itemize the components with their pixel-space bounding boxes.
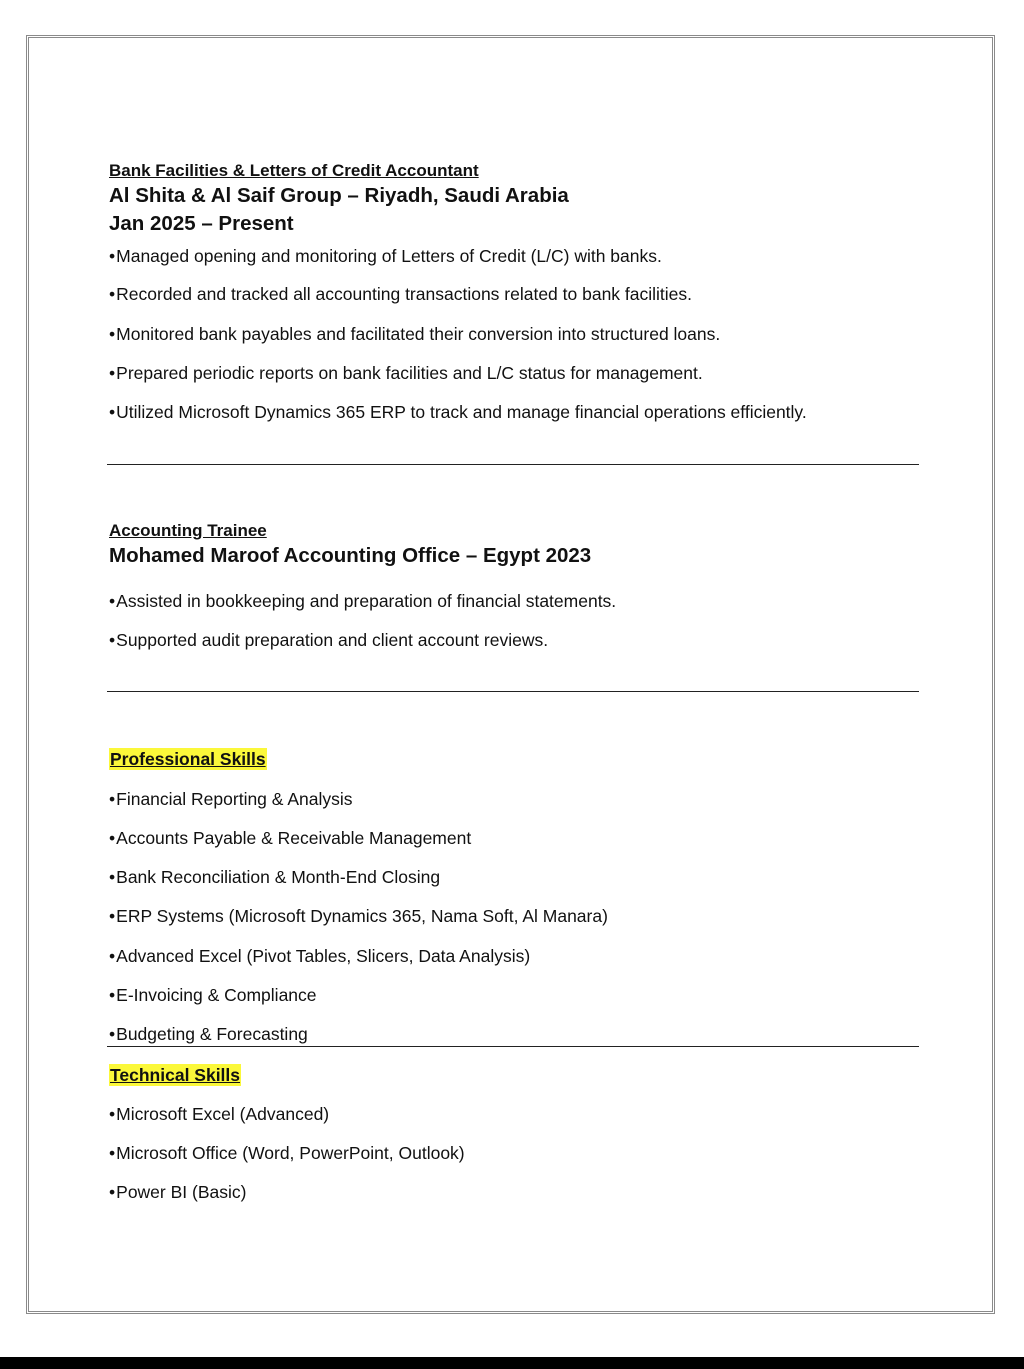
professional-skill-item: • ERP Systems (Microsoft Dynamics 365, Nama Soft, Al Manara) [109, 905, 608, 927]
company-name: Mohamed Maroof Accounting Office – Egypt 2023 [109, 544, 592, 567]
experience-1-bullet-4: • Prepared periodic reports on bank facilities and L/C status for management. [109, 362, 703, 384]
company-name: Al Shita & Al Saif Group – Riyadh, Saudi Arabia [109, 184, 569, 207]
professional-skill-item: • Accounts Payable & Receivable Management [109, 827, 471, 849]
technical-skill-item: • Microsoft Office (Word, PowerPoint, Outlook) [109, 1142, 465, 1164]
job-title: Bank Facilities & Letters of Credit Accountant [109, 161, 479, 180]
technical-skill-item: • Microsoft Excel (Advanced) [109, 1103, 329, 1125]
experience-1-header [109, 160, 569, 238]
experience-1-bullet-1: • Managed opening and monitoring of Letters of Credit (L/C) with banks. [109, 245, 662, 267]
technical-skills-heading: Technical Skills [110, 1065, 241, 1085]
bottom-bar [0, 1357, 1024, 1369]
professional-skill-item: • Budgeting & Forecasting [109, 1023, 308, 1045]
experience-2-header [109, 520, 591, 570]
experience-2-bullet-2: • Supported audit preparation and client account reviews. [109, 629, 548, 651]
professional-skill-item: • E-Invoicing & Compliance [109, 984, 317, 1006]
professional-skill-item: • Financial Reporting & Analysis [109, 788, 353, 810]
section-divider [107, 1046, 919, 1047]
experience-2-bullet-1: • Assisted in bookkeeping and preparation of financial statements. [109, 590, 616, 612]
professional-skill-item: • Advanced Excel (Pivot Tables, Slicers, Data Analysis) [109, 945, 530, 967]
experience-1-bullet-2: • Recorded and tracked all accounting transactions related to bank facilities. [109, 283, 692, 305]
employment-period: Jan 2025 – Present [109, 212, 294, 235]
technical-skill-item: • Power BI (Basic) [109, 1181, 246, 1203]
professional-skills-heading: Professional Skills [110, 749, 266, 769]
job-title: Accounting Trainee [109, 521, 267, 540]
professional-skill-item: • Bank Reconciliation & Month-End Closing [109, 866, 440, 888]
section-divider [107, 691, 919, 692]
section-divider [107, 464, 919, 465]
experience-1-bullet-5: • Utilized Microsoft Dynamics 365 ERP to track and manage financial operations efficiently. [109, 401, 807, 423]
experience-1-bullet-3: • Monitored bank payables and facilitated their conversion into structured loans. [109, 323, 720, 345]
